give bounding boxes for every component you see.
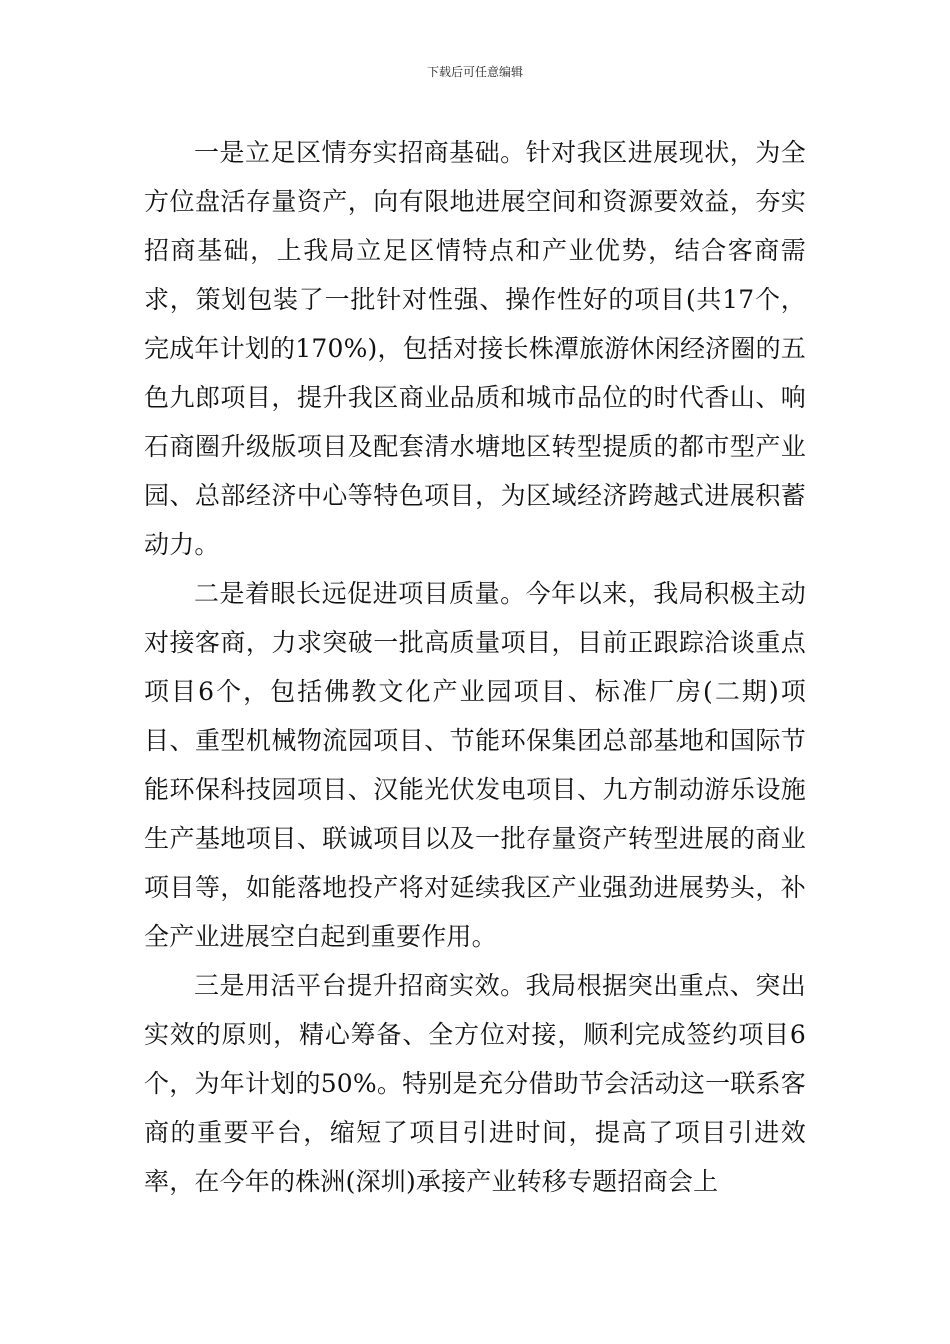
paragraph-2: 二是着眼长远促进项目质量。今年以来，我局积极主动对接客商，力求突破一批高质量项目，目前正跟踪洽谈重点项目6个，包括佛教文化产业园项目、标准厂房(二期)项目、重型机械物流园项目、节能环保集团总部基地和国际节能环保科技园项目、汉能光伏发电项目、九方制动游乐设施生产基地项目、联诚项目以及一批存量资产转型进展的商业项目等，如能落地投产将对延续我区产业强劲进展势头，补全产业进展空白起到重要作用。 — [144, 579, 806, 951]
paragraph-1: 一是立足区情夯实招商基础。针对我区进展现状，为全方位盘活存量资产，向有限地进展空间和资源要效益，夯实招商基础，上我局立足区情特点和产业优势，结合客商需求，策划包装了一批针对性强、操作性好的项目(共17个，完成年计划的170%)，包括对接长株潭旅游休闲经济圈的五色九郎项目，提升我区商业品质和城市品位的时代香山、响石商圈升级版项目及配套清水塘地区转型提质的都市型产业园、总部经济中心等特色项目，为区域经济跨越式进展积蓄动力。 — [144, 138, 806, 559]
page-header: 下载后可任意编辑 — [426, 65, 523, 79]
document-body — [144, 128, 806, 1206]
paragraph-3: 三是用活平台提升招商实效。我局根据突出重点、突出实效的原则，精心筹备、全方位对接，顺利完成签约项目6个，为年计划的50%。特别是充分借助节会活动这一联系客商的重要平台，缩短了项目引进时间，提高了项目引进效率，在今年的株洲(深圳)承接产业转移专题招商会上 — [144, 971, 806, 1196]
